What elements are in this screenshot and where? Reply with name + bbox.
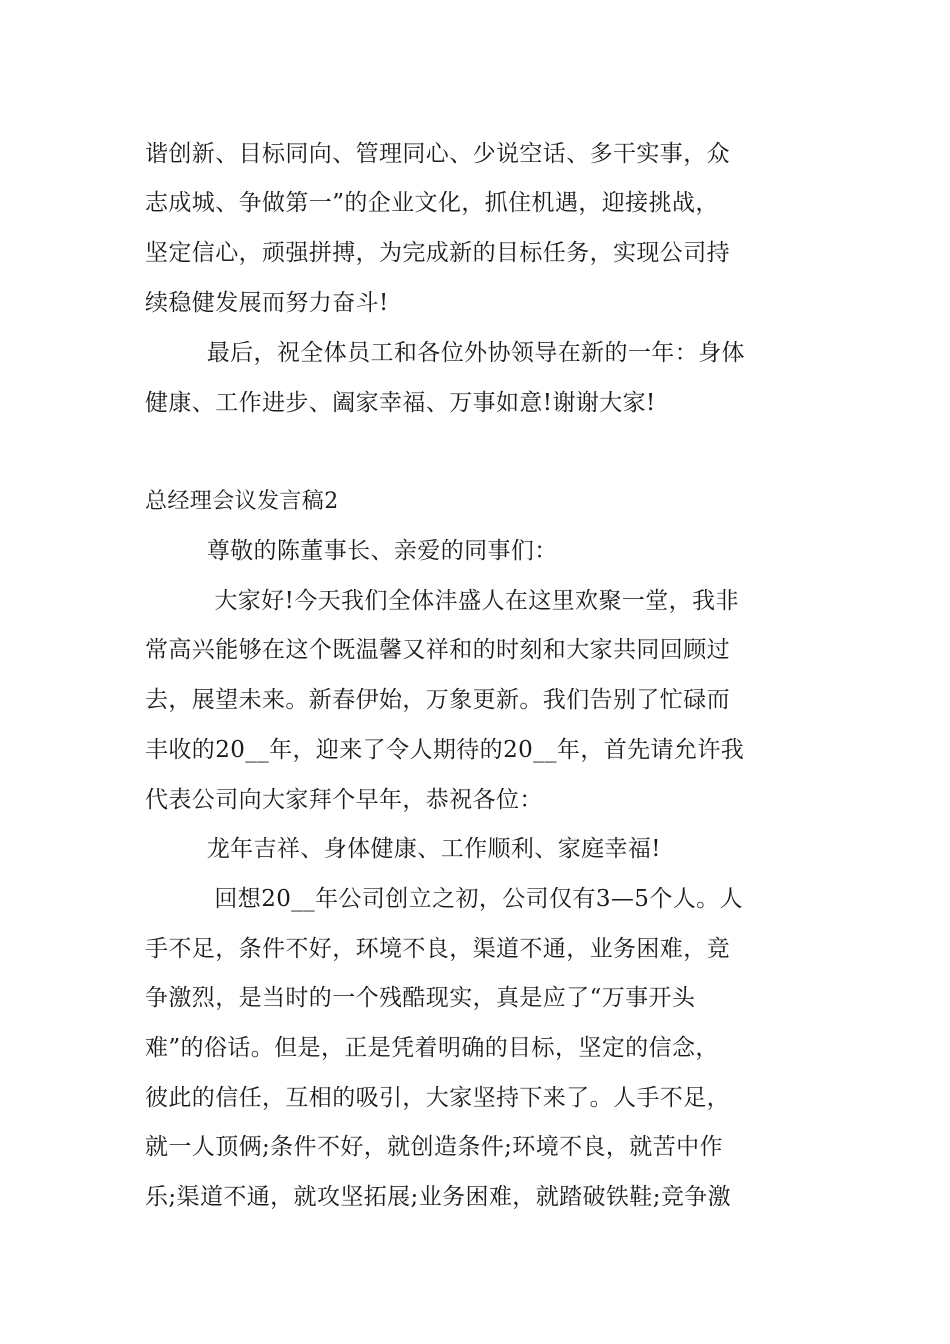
paragraph-line: 回想20__年公司创立之初，公司仅有3—5个人。人: [145, 886, 743, 912]
paragraph-line: 续稳健发展而努力奋斗!: [145, 290, 389, 316]
paragraph-line: 争激烈，是当时的一个残酷现实，真是应了“万事开头: [145, 985, 696, 1011]
paragraph-line: 最后，祝全体员工和各位外协领导在新的一年：身体: [145, 340, 745, 366]
paragraph-line: 大家好!今天我们全体沣盛人在这里欢聚一堂，我非: [145, 588, 739, 614]
paragraph-line: 彼此的信任，互相的吸引，大家坚持下来了。人手不足，: [145, 1085, 730, 1111]
paragraph-line: 代表公司向大家拜个早年，恭祝各位：: [145, 787, 543, 813]
paragraph-line: 坚定信心，顽强拼搏，为完成新的目标任务，实现公司持: [145, 240, 730, 266]
paragraph-line: 去，展望未来。新春伊始，万象更新。我们告别了忙碌而: [145, 687, 730, 713]
section-title: 总经理会议发言稿2: [145, 489, 339, 514]
salutation: 尊敬的陈董事长、亲爱的同事们：: [145, 538, 558, 564]
paragraph-line: 难”的俗话。但是，正是凭着明确的目标，坚定的信念，: [145, 1035, 719, 1061]
paragraph-line: 健康、工作进步、阖家幸福、万事如意!谢谢大家!: [145, 390, 656, 416]
paragraph-line: 丰收的20__年，迎来了令人期待的20__年，首先请允许我: [145, 737, 745, 763]
wishes-line: 龙年吉祥、身体健康、工作顺利、家庭幸福!: [145, 836, 661, 862]
paragraph-line: 乐;渠道不通，就攻坚拓展;业务困难，就踏破铁鞋;竞争激: [145, 1184, 732, 1210]
paragraph-line: 谐创新、目标同向、管理同心、少说空话、多干实事，众: [145, 141, 730, 167]
paragraph-line: 手不足，条件不好，环境不良，渠道不通，业务困难，竞: [145, 936, 730, 962]
paragraph-line: 常高兴能够在这个既温馨又祥和的时刻和大家共同回顾过: [145, 637, 730, 663]
paragraph-line: 志成城、争做第一”的企业文化，抓住机遇，迎接挑战，: [145, 190, 719, 216]
paragraph-line: 就一人顶俩;条件不好，就创造条件;环境不良，就苦中作: [145, 1134, 723, 1160]
